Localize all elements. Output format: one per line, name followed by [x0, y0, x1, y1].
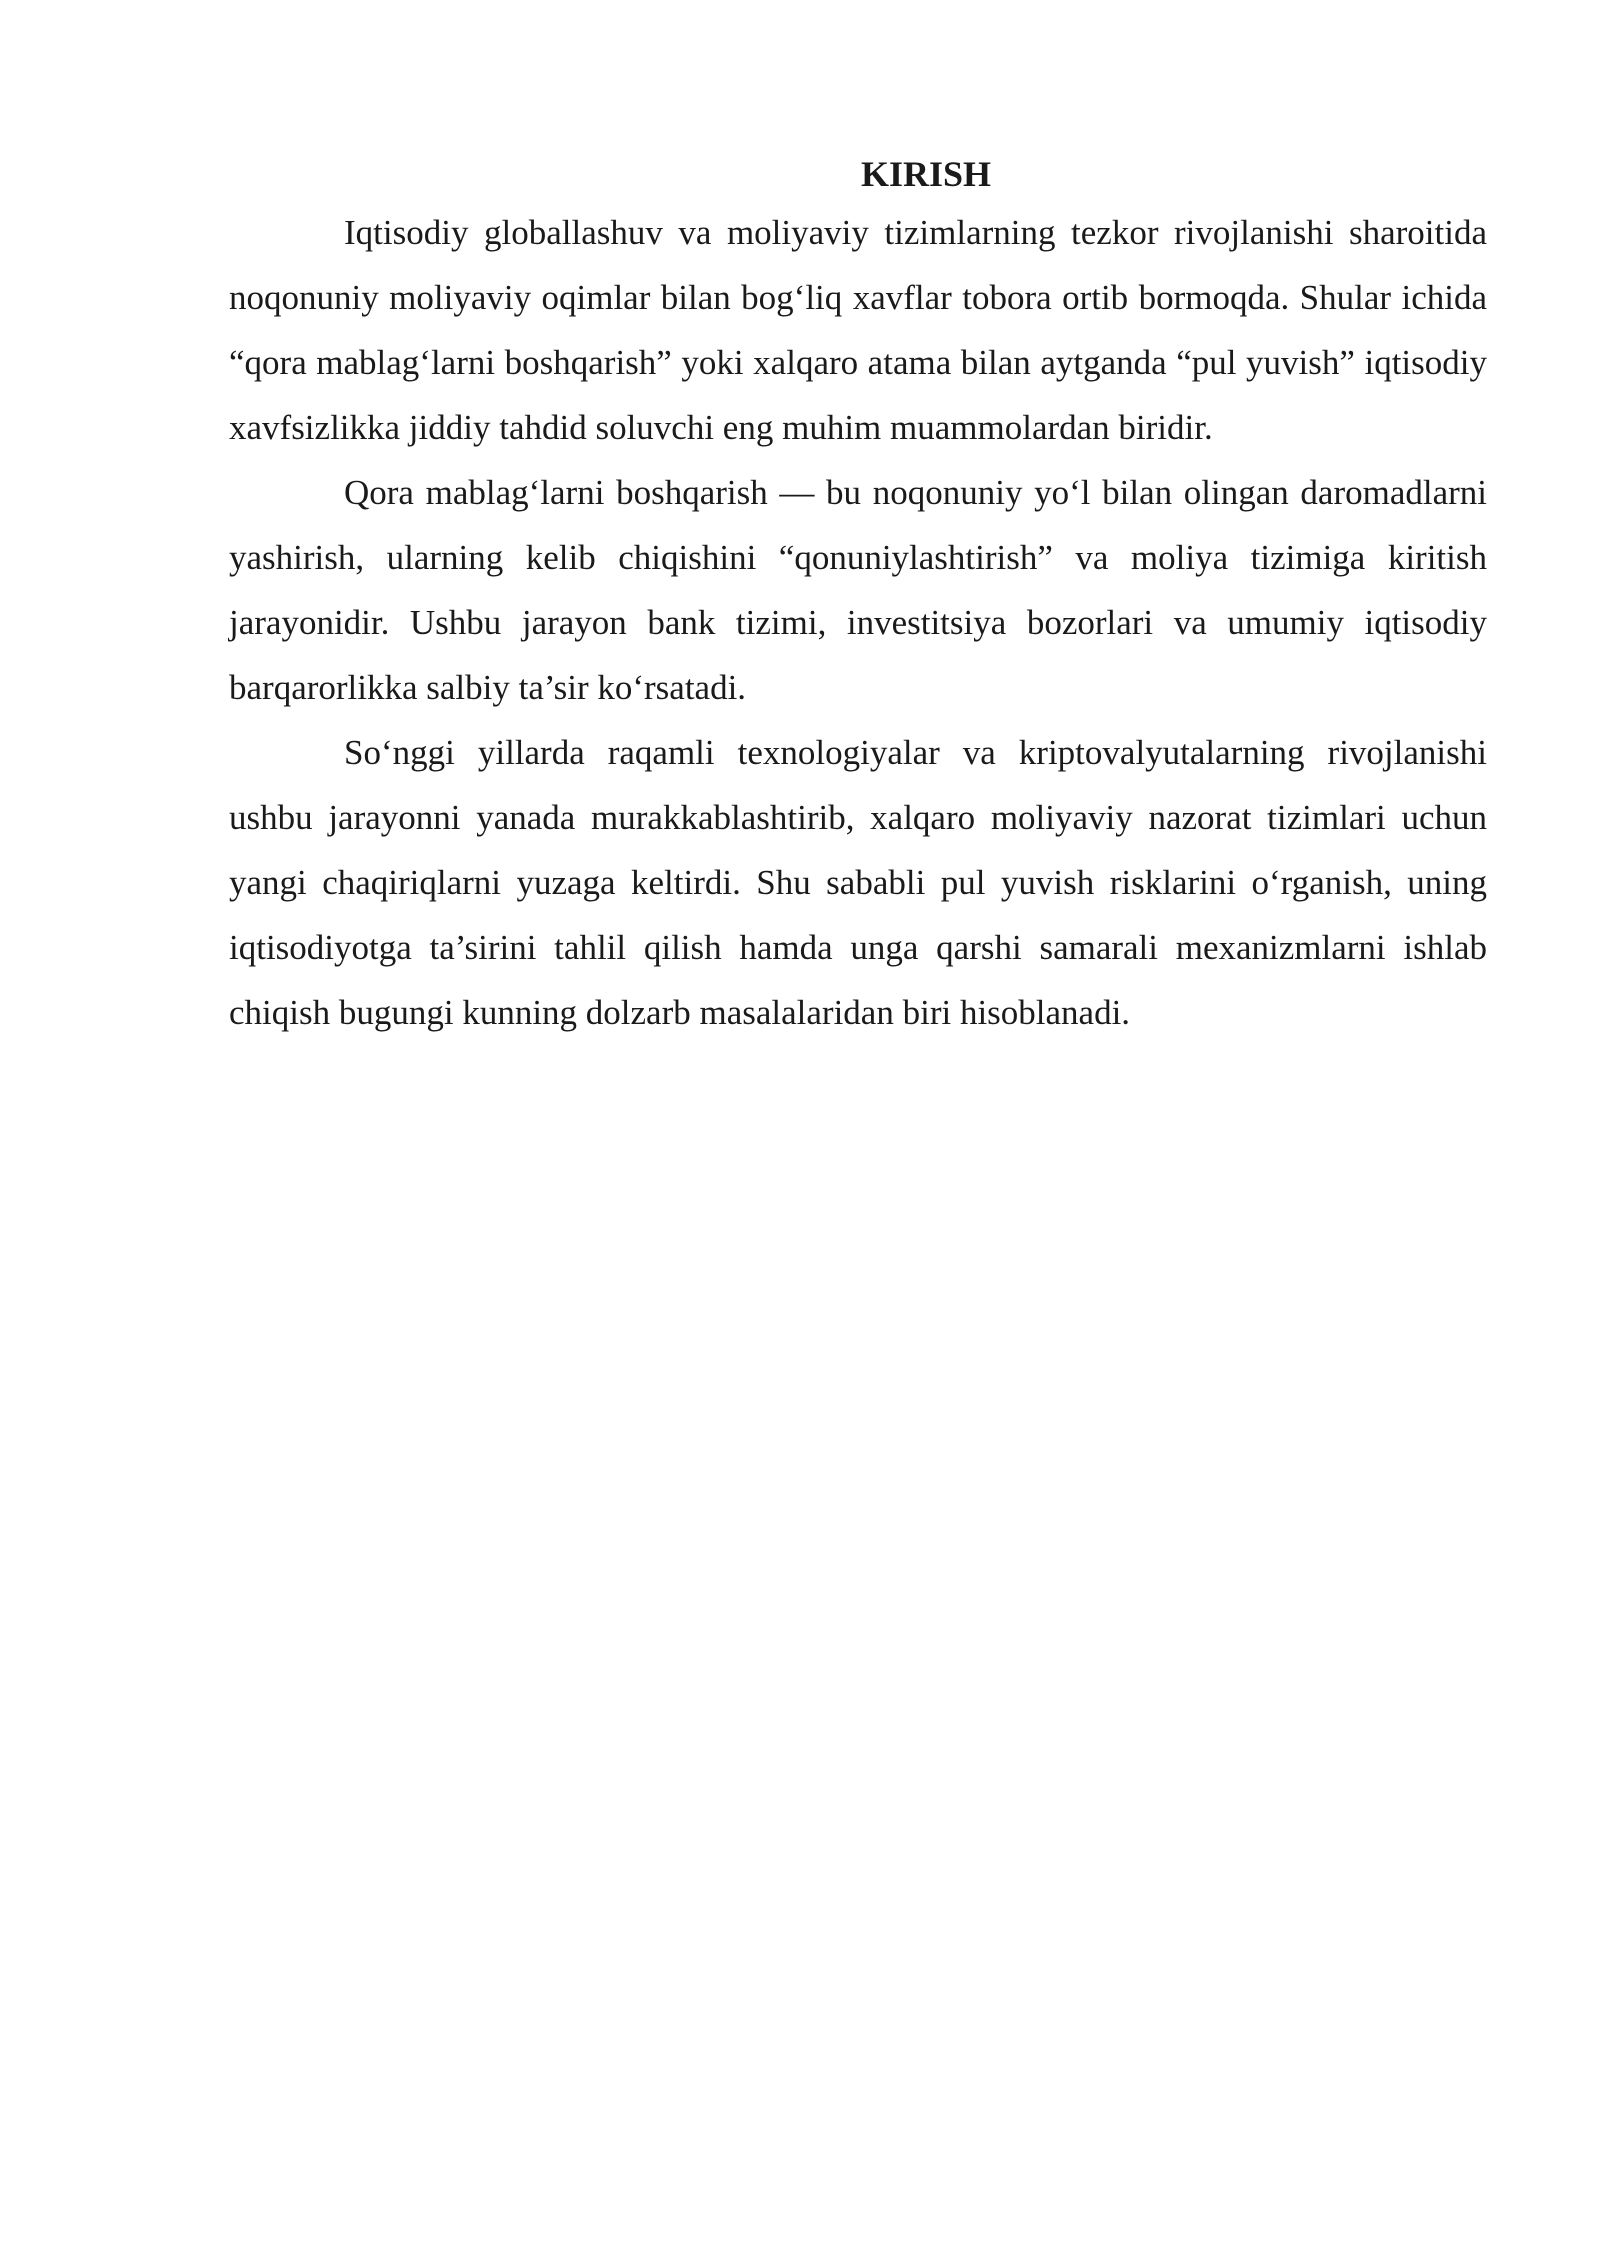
paragraph-3: So‘nggi yillarda raqamli texnologiyalar va kriptovalyutalarning rivojlanishi ushbu jarayonni yanada murakkablashtirib, xalqaro moliyaviy nazorat tizimlari uchun yangi chaqiriqlarni yuzaga keltirdi. Shu sababli pul yuvish risklarini o‘rganish, uning iqtisodiyotga ta’sirini tahlil qilish hamda unga qarshi samarali mexanizmlarni ishlab chiqish bugungi kunning dolzarb masalalaridan biri hisoblanadi.: [229, 733, 1487, 1032]
page-content: [229, 148, 1487, 1045]
paragraph-1: Iqtisodiy globallashuv va moliyaviy tizimlarning tezkor rivojlanishi sharoitida noqonuniy moliyaviy oqimlar bilan bog‘liq xavflar tobora ortib bormoqda. Shular ichida “qora mablag‘larni boshqarish” yoki xalqaro atama bilan aytganda “pul yuvish” iqtisodiy xavfsizlikka jiddiy tahdid soluvchi eng muhim muammolardan biridir.: [229, 213, 1487, 447]
paragraph-2: Qora mablag‘larni boshqarish — bu noqonuniy yo‘l bilan olingan daromadlarni yashirish, ularning kelib chiqishini “qonuniylashtirish” va moliya tizimiga kiritish jarayonidir. Ushbu jarayon bank tizimi, investitsiya bozorlari va umumiy iqtisodiy barqarorlikka salbiy ta’sir ko‘rsatadi.: [229, 473, 1487, 707]
section-title: KIRISH: [860, 154, 992, 194]
